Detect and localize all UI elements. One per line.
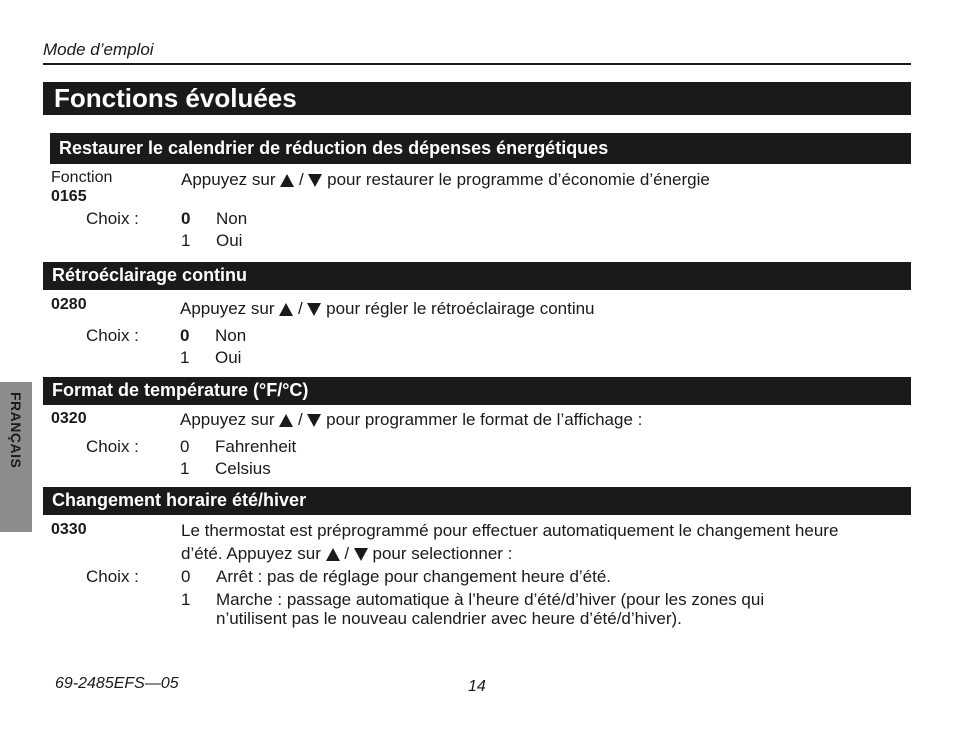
function-code-0165: 0165 [51,188,87,205]
function-label: Fonction [51,169,113,186]
up-arrow-icon [279,414,293,427]
choice-text: Celsius [215,459,271,478]
choice-text: Arrêt : pas de réglage pour changement heure d’été. [216,567,612,586]
page-title: Fonctions évoluées [54,83,297,113]
instruction-0165: Appuyez sur / pour restaurer le programme d’économie d’énergie [181,170,710,189]
up-arrow-icon [280,174,294,187]
choice-value: 1 [181,231,191,250]
down-arrow-icon [308,174,322,187]
instruction-prefix: Appuyez sur [180,299,275,318]
up-arrow-icon [279,303,293,316]
running-header: Mode d’emploi [43,40,154,59]
instruction-0280: Appuyez sur / pour régler le rétroéclairage continu [180,299,595,318]
choice-label: Choix : [86,209,139,228]
instruction-prefix: Appuyez sur [180,410,275,429]
choice-text-continued: n’utilisent pas le nouveau calendrier avec heure d’été/d’hiver). [216,609,682,628]
instruction-suffix: pour programmer le format de l’affichage : [326,410,643,429]
choice-text: Non [215,326,247,345]
language-tab-label: FRANÇAIS [8,392,24,469]
choice-value: 0 [181,567,191,586]
down-arrow-icon [307,303,321,316]
section-heading-0330: Changement horaire été/hiver [43,487,911,515]
function-code-0330: 0330 [51,521,87,538]
page-number: 14 [468,678,486,695]
header-rule [43,63,911,65]
instruction-0330-line1: Le thermostat est préprogrammé pour effectuer automatiquement le changement heure [181,521,839,540]
instruction-0320: Appuyez sur / pour programmer le format de l’affichage : [180,410,643,429]
choice-value: 0 [180,326,190,345]
instruction-prefix: d’été. Appuyez sur [181,544,321,563]
down-arrow-icon [307,414,321,427]
choice-value: 1 [180,348,190,367]
section-heading-0165: Restaurer le calendrier de réduction des dépenses énergétiques [50,133,911,164]
choice-value: 1 [180,459,190,478]
document-number: 69-2485EFS—05 [55,675,179,692]
function-code-0320: 0320 [51,410,87,427]
up-arrow-icon [326,548,340,561]
choice-label: Choix : [86,567,139,586]
choice-value: 0 [181,209,191,228]
instruction-suffix: pour régler le rétroéclairage continu [326,299,595,318]
choice-text: Marche : passage automatique à l’heure d’été/d’hiver (pour les zones qui [216,590,765,609]
function-code-0280: 0280 [51,296,87,313]
instruction-suffix: pour restaurer le programme d’économie d’énergie [327,170,710,189]
choice-value: 0 [180,437,190,456]
section-heading-0320: Format de température (°F/°C) [43,377,911,405]
choice-label: Choix : [86,437,139,456]
choice-text: Non [216,209,248,228]
instruction-suffix: pour selectionner : [372,544,513,563]
choice-text: Oui [215,348,242,367]
choice-text: Fahrenheit [215,437,297,456]
instruction-0330-line2: d’été. Appuyez sur / pour selectionner : [181,544,513,563]
down-arrow-icon [354,548,368,561]
choice-value: 1 [181,590,191,609]
section-heading-0280: Rétroéclairage continu [43,262,911,290]
choice-text: Oui [216,231,243,250]
instruction-prefix: Appuyez sur [181,170,276,189]
choice-label: Choix : [86,326,139,345]
